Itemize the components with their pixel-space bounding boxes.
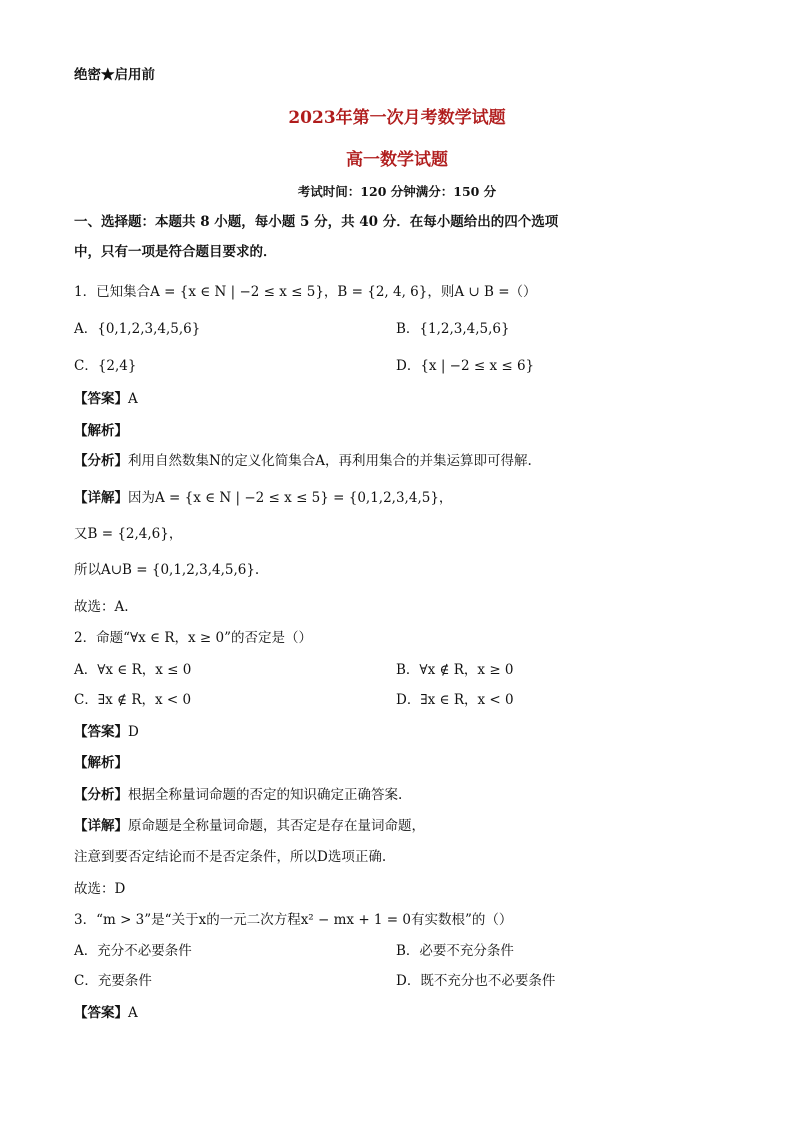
q1-option-b: B．{1,2,3,4,5,6}	[396, 321, 510, 337]
choose-label: 故选：	[74, 881, 115, 897]
q1-step3: 所以A∪B = {0,1,2,3,4,5,6}.	[74, 562, 260, 578]
fenxi-label: 【分析】	[74, 787, 128, 803]
q2-fenxi-row	[74, 786, 402, 804]
q2-xiangjie-row	[74, 817, 425, 835]
answer-label: 【答案】	[74, 1005, 128, 1021]
q1-answer-row	[74, 390, 138, 408]
q1-xiangjie-row	[74, 489, 452, 507]
q2-xiangjie: 原命题是全称量词命题，其否定是存在量词命题，	[128, 818, 425, 834]
fenxi-label: 【分析】	[74, 453, 128, 469]
q3-option-c: C．充要条件	[74, 973, 152, 989]
q1-choose: A.	[114, 599, 129, 615]
q2-answer: D	[128, 724, 139, 740]
q3-stem: 3．“m > 3”是“关于x的一元二次方程x² − mx + 1 = 0有实数根”的（）	[74, 912, 513, 928]
exam-title: 2023年第一次月考数学试题	[288, 108, 506, 128]
q2-option-b: B．∀x ∉ R，x ≥ 0	[396, 662, 514, 678]
q2-step2: 注意到要否定结论而不是否定条件，所以D选项正确.	[74, 849, 387, 865]
q1-option-d: D．{x | −2 ≤ x ≤ 6}	[396, 358, 535, 374]
q1-step2: 又B = {2,4,6}，	[74, 526, 183, 542]
q2-choose-row	[74, 880, 125, 898]
xiangjie-label: 【详解】	[74, 818, 128, 834]
choose-label: 故选：	[74, 599, 115, 615]
q2-fenxi: 根据全称量词命题的否定的知识确定正确答案.	[128, 787, 403, 803]
q1-analysis-label: 【解析】	[74, 423, 128, 439]
q1-xiangjie: 因为A = {x ∈ N | −2 ≤ x ≤ 5} = {0,1,2,3,4,5}，	[128, 490, 453, 506]
q1-answer: A	[128, 391, 138, 407]
secret-mark: 绝密★启用前	[74, 67, 155, 83]
q3-answer: A	[128, 1005, 138, 1021]
answer-label: 【答案】	[74, 391, 128, 407]
xiangjie-label: 【详解】	[74, 490, 128, 506]
q3-option-d: D．既不充分也不必要条件	[396, 973, 556, 989]
q1-fenxi: 利用自然数集N的定义化简集合A，再利用集合的并集运算即可得解.	[128, 453, 532, 469]
q1-stem: 1．已知集合A = {x ∈ N | −2 ≤ x ≤ 5}，B = {2, 4, 6}，则A ∪ B =（）	[74, 284, 537, 300]
answer-label: 【答案】	[74, 724, 128, 740]
section-heading-line1: 一、选择题：本题共 8 小题，每小题 5 分，共 40 分．在每小题给出的四个选项	[74, 214, 559, 230]
q2-option-c: C．∃x ∉ R，x < 0	[74, 692, 192, 708]
exam-subtitle: 高一数学试题	[346, 150, 448, 170]
q3-option-a: A．充分不必要条件	[74, 943, 192, 959]
q3-option-b: B．必要不充分条件	[396, 943, 514, 959]
q2-option-d: D．∃x ∈ R，x < 0	[396, 692, 514, 708]
exam-info: 考试时间：120 分钟满分：150 分	[297, 184, 497, 199]
q2-answer-row	[74, 723, 139, 741]
q2-analysis-label: 【解析】	[74, 755, 128, 771]
q1-option-a: A．{0,1,2,3,4,5,6}	[74, 321, 201, 337]
q2-choose: D	[114, 881, 126, 897]
section-heading-line2: 中，只有一项是符合题目要求的．	[74, 244, 277, 260]
q2-stem: 2．命题“∀x ∈ R，x ≥ 0”的否定是（）	[74, 630, 312, 646]
q3-answer-row	[74, 1004, 138, 1022]
q1-fenxi-row	[74, 452, 532, 470]
q1-choose-row	[74, 598, 129, 616]
q1-option-c: C．{2,4}	[74, 358, 137, 374]
q2-option-a: A．∀x ∈ R，x ≤ 0	[74, 662, 192, 678]
